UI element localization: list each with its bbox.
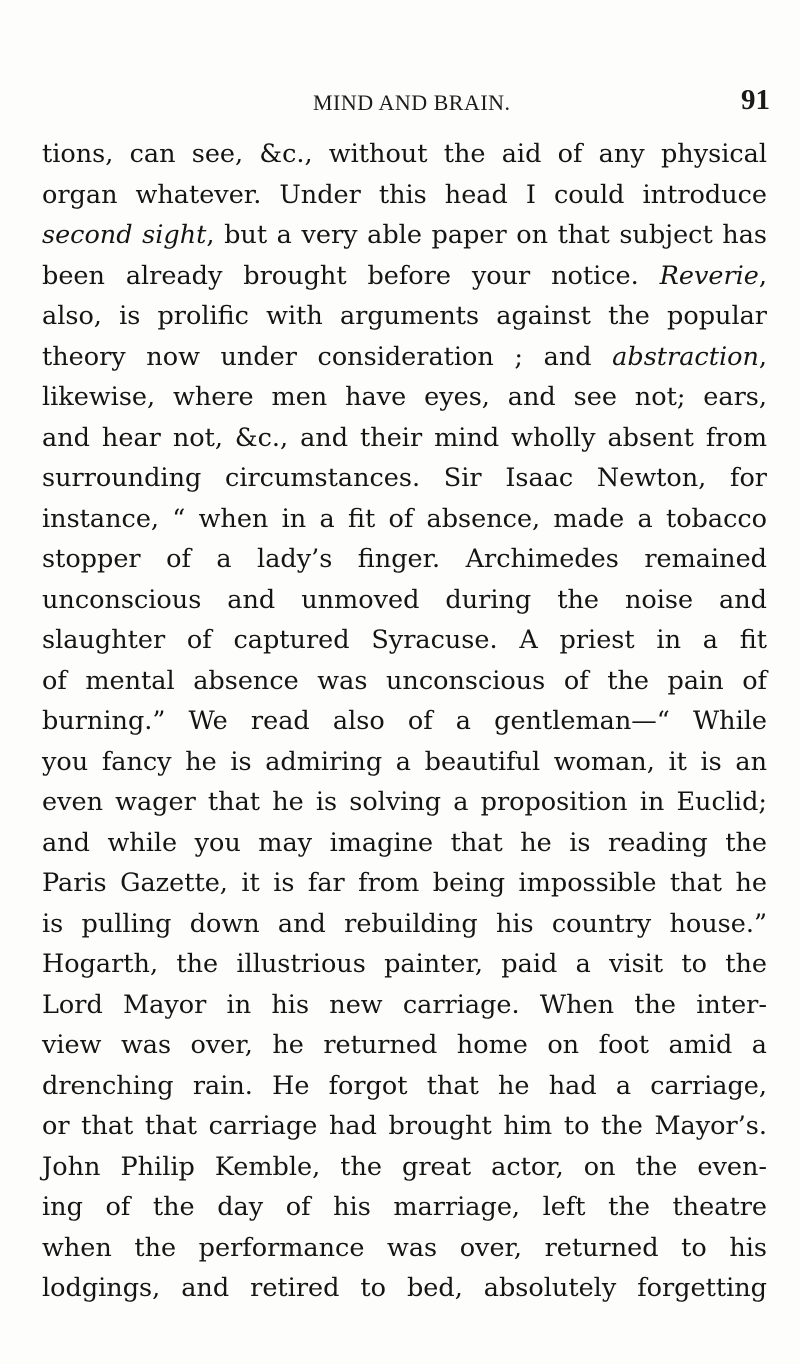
- text-line: [42, 1109, 767, 1143]
- text-line: [42, 542, 767, 576]
- text-segment: stopper of a lady’s finger. Archimedes remained: [42, 544, 767, 574]
- italic-term: abstraction: [612, 341, 759, 372]
- text-segment: and hear not, &c., and their mind wholly absent from: [42, 422, 767, 453]
- text-line: [42, 583, 767, 617]
- italic-term: Reverie: [659, 260, 759, 291]
- text-segment: Lord Mayor in his new carriage. When the inter-: [42, 989, 767, 1020]
- text-segment: John Philip Kemble, the great actor, on the even-: [42, 1151, 767, 1182]
- text-line: [42, 1231, 767, 1265]
- text-segment: even wager that he is solving a proposition in Euclid;: [42, 787, 767, 817]
- text-line: [42, 1190, 767, 1224]
- text-line: [42, 380, 767, 414]
- text-segment: been already brought before your notice.: [42, 260, 660, 291]
- text-segment: you fancy he is admiring a beautiful woman, it is an: [42, 746, 767, 777]
- text-segment: organ whatever. Under this head I could introduce: [42, 179, 767, 210]
- text-line: [42, 1150, 767, 1184]
- text-segment: theory now under consideration ; and: [42, 341, 613, 372]
- text-segment: burning.” We read also of a gentleman—“ While: [42, 706, 767, 736]
- text-line: [42, 826, 767, 860]
- text-line: [42, 340, 767, 374]
- text-segment: tions, can see, &c., without the aid of any physical: [42, 139, 767, 169]
- text-segment: ing of the day of his marriage, left the theatre: [42, 1192, 767, 1222]
- text-line: [42, 704, 767, 738]
- text-line: [42, 178, 767, 212]
- text-line: [42, 259, 767, 293]
- page-header: [0, 86, 800, 126]
- text-line: [42, 745, 767, 779]
- text-segment: or that that carriage had brought him to the Mayor’s.: [42, 1111, 767, 1141]
- text-segment: Hogarth, the illustrious painter, paid a visit to the: [42, 949, 767, 979]
- text-line: [42, 988, 767, 1022]
- italic-term: second sight: [42, 220, 207, 250]
- text-line: [42, 907, 767, 941]
- text-line: [42, 137, 767, 171]
- running-head: MIND AND BRAIN.: [313, 90, 511, 115]
- text-segment: is pulling down and rebuilding his country house.”: [42, 908, 767, 939]
- text-segment: lodgings, and retired to bed, absolutely forgetting: [42, 1273, 767, 1303]
- text-segment: also, is prolific with arguments against the popular: [42, 301, 767, 331]
- text-segment: likewise, where men have eyes, and see not; ears,: [42, 382, 767, 412]
- text-segment: , but a very able paper on that subject has: [206, 220, 767, 250]
- text-line: [42, 664, 767, 698]
- text-line: [42, 785, 767, 819]
- text-line: [42, 1271, 767, 1305]
- text-line: [42, 421, 767, 455]
- text-line: [42, 299, 767, 333]
- text-segment: and while you may imagine that he is reading the: [42, 827, 767, 858]
- text-line: [42, 218, 767, 252]
- page-number: 91: [741, 84, 770, 116]
- text-segment: unconscious and unmoved during the noise and: [42, 584, 767, 615]
- text-line: [42, 947, 767, 981]
- text-line: [42, 461, 767, 495]
- text-segment: Paris Gazette, it is far from being impossible that he: [42, 868, 767, 898]
- text-segment: slaughter of captured Syracuse. A priest in a fit: [42, 625, 767, 655]
- text-segment: surrounding circumstances. Sir Isaac Newton, for: [42, 463, 767, 493]
- text-line: [42, 1069, 767, 1103]
- text-line: [42, 1028, 767, 1062]
- text-line: [42, 502, 767, 536]
- text-segment: ,: [758, 260, 767, 291]
- text-line: [42, 866, 767, 900]
- text-segment: when the performance was over, returned to his: [42, 1232, 767, 1263]
- text-line: [42, 623, 767, 657]
- text-segment: of mental absence was unconscious of the pain of: [42, 665, 767, 696]
- text-segment: instance, “ when in a fit of absence, made a tobacco: [42, 503, 767, 534]
- text-segment: ,: [758, 341, 767, 372]
- text-segment: view was over, he returned home on foot amid a: [42, 1030, 767, 1060]
- text-segment: drenching rain. He forgot that he had a carriage,: [42, 1070, 767, 1101]
